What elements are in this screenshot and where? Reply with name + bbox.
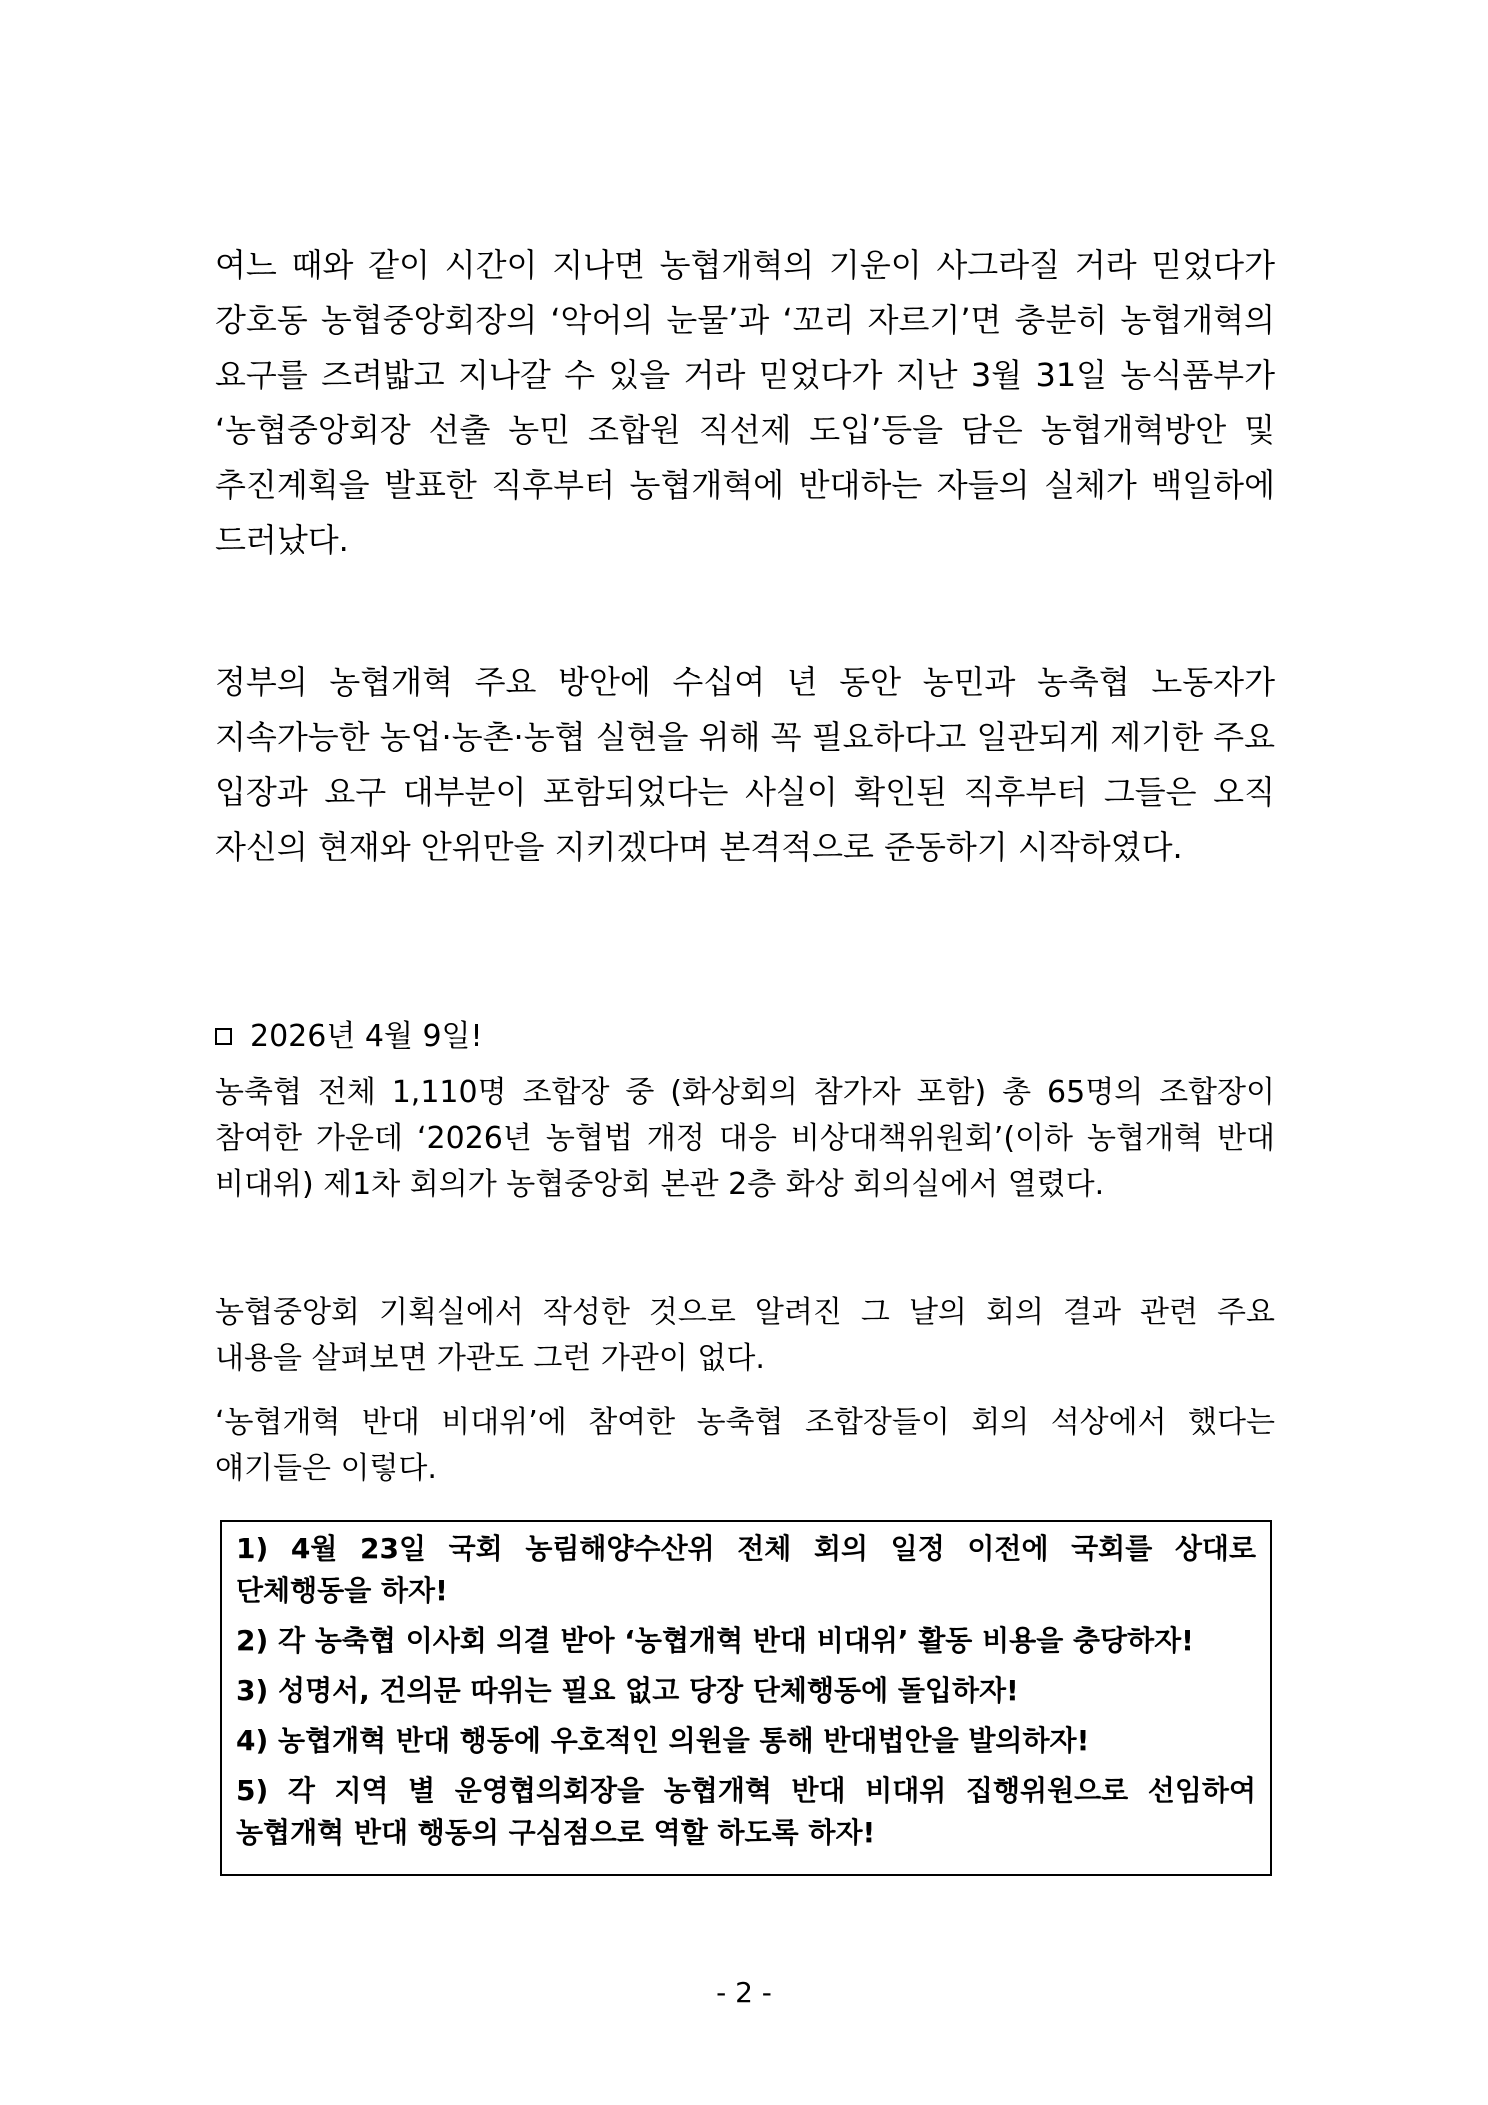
section-paragraph-3: ‘농협개혁 반대 비대위’에 참여한 농축협 조합장들이 회의 석상에서 했다는 얘기들은 이렇다. [215, 1405, 1275, 1486]
quote-box-item-1: 1) 4월 23일 국회 농림해양수산위 전체 회의 일정 이전에 국회를 상대로 단체행동을 하자! [236, 1532, 1256, 1607]
section-paragraph-2: 농협중앙회 기획실에서 작성한 것으로 알려진 그 날의 회의 결과 관련 주요 내용을 살펴보면 가관도 그런 가관이 없다. [215, 1295, 1275, 1376]
quote-box-item-4: 4) 농협개혁 반대 행동에 우호적인 의원을 통해 반대법안을 발의하자! [236, 1724, 1090, 1757]
section-heading-text: 2026년 4월 9일! [250, 1019, 483, 1054]
quote-box [220, 1520, 1272, 1876]
quote-box-item-3: 3) 성명서, 건의문 따위는 필요 없고 당장 단체행동에 돌입하자! [236, 1674, 1019, 1707]
section-paragraph-1: 농축협 전체 1,110명 조합장 중 (화상회의 참가자 포함) 총 65명의 조합장이 참여한 가운데 ‘2026년 농협법 개정 대응 비상대책위원회’(이하 농협개혁 반대 비대위) 제1차 회의가 농협중앙회 본관 2층 화상 회의실에서 열렸다. [215, 1075, 1275, 1202]
body-paragraph-1: 여느 때와 같이 시간이 지나면 농협개혁의 기운이 사그라질 거라 믿었다가 강호동 농협중앙회장의 ‘악어의 눈물’과 ‘꼬리 자르기’면 충분히 농협개혁의 요구를 즈려밟고 지나갈 수 있을 거라 믿었다가 지난 3월 31일 농식품부가 ‘농협중앙회장 선출 농민 조합원 직선제 도입’등을 담은 농협개혁방안 및 추진계획을 발표한 직후부터 농협개혁에 반대하는 자들의 실체가 백일하에 드러났다. [215, 246, 1275, 559]
quote-box-item-2: 2) 각 농축협 이사회 의결 받아 ‘농협개혁 반대 비대위’ 활동 비용을 충당하자! [236, 1624, 1194, 1657]
section-heading [215, 1015, 1275, 1059]
checkbox-bullet-icon [215, 1028, 232, 1045]
quote-box-item-5: 5) 각 지역 별 운영협의회장을 농협개혁 반대 비대위 집행위원으로 선임하여 농협개혁 반대 행동의 구심점으로 역할 하도록 하자! [236, 1774, 1256, 1849]
page-number: - 2 - [716, 1976, 772, 2009]
body-paragraph-2: 정부의 농협개혁 주요 방안에 수십여 년 동안 농민과 농축협 노동자가 지속가능한 농업·농촌·농협 실현을 위해 꼭 필요하다고 일관되게 제기한 주요 입장과 요구 대부분이 포함되었다는 사실이 확인된 직후부터 그들은 오직 자신의 현재와 안위만을 지키겠다며 본격적으로 준동하기 시작하였다. [215, 663, 1275, 866]
